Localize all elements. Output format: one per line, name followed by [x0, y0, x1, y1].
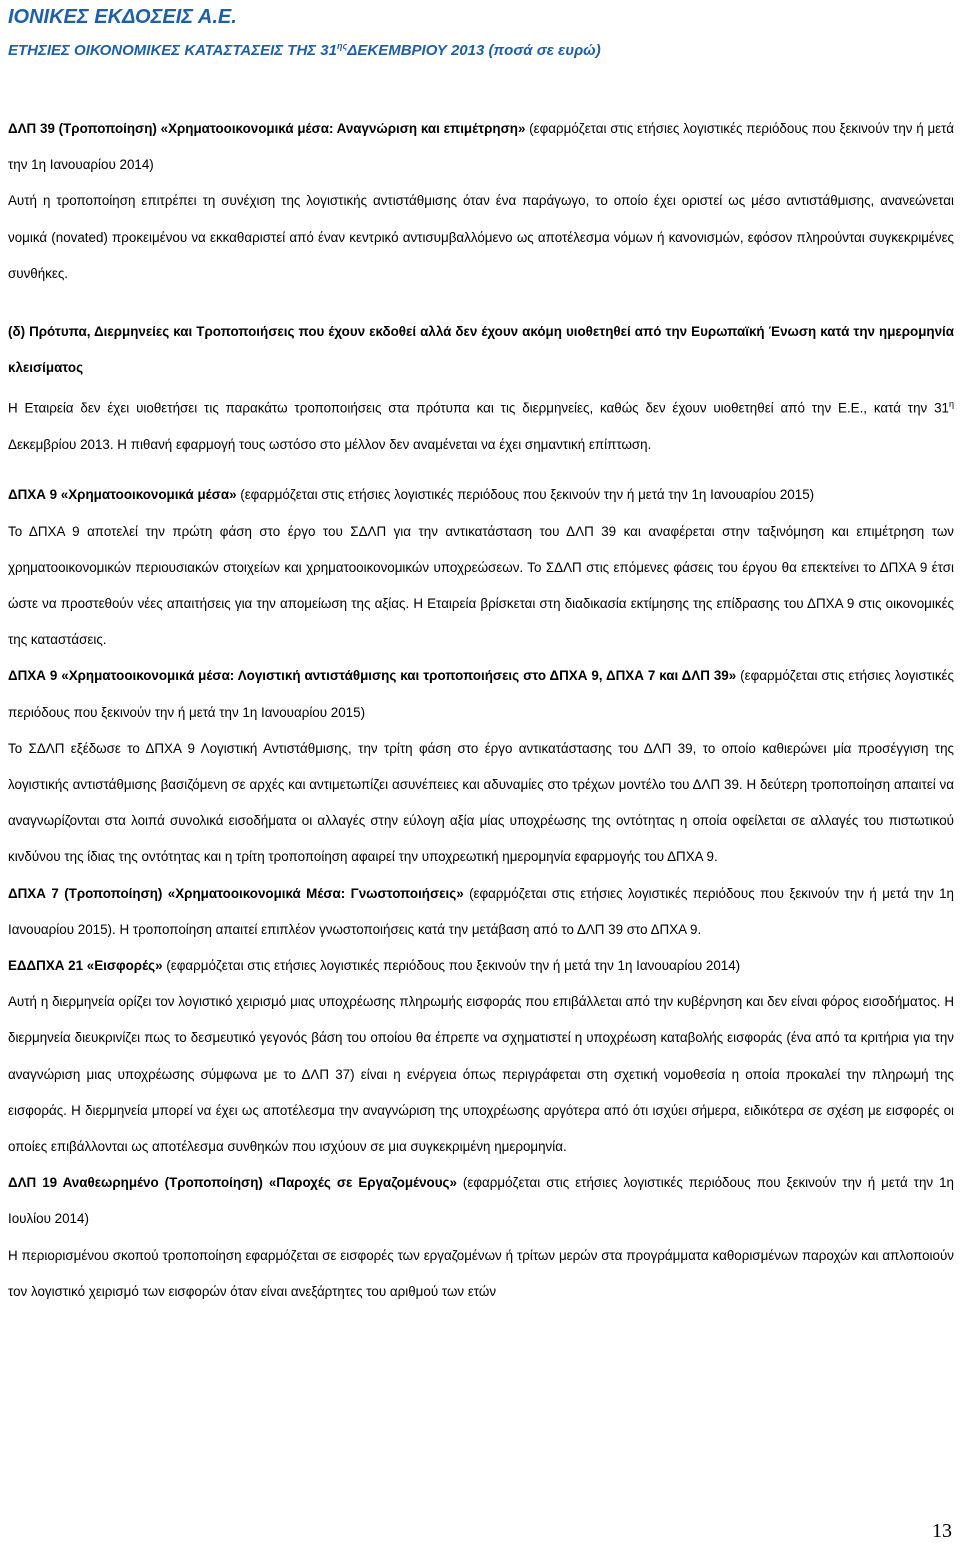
paragraph-dlp39-heading [8, 111, 954, 183]
subtitle-text-end: ΔΕΚΕΜΒΡΙΟΥ 2013 (ποσά σε ευρώ) [347, 42, 601, 59]
date-superscript: η [948, 399, 954, 410]
heading-edpxa21: ΕΔΔΠΧΑ 21 «Εισφορές» [8, 957, 163, 973]
paragraph-dlp39-body: Αυτή η τροποποίηση επιτρέπει τη συνέχιση της λογιστικής αντιστάθμισης όταν ένα παράγωγο, το οποίο έχει οριστεί ως μέσο αντιστάθμισης, ανανεώνεται νομικά (novated) προκειμένου να εκκαθαριστεί από έναν κεντρικό αντισυμβαλλόμενο ως αποτέλεσμα νόμων ή κανονισμών, εφόσον πληρούνται συγκεκριμένες συνθήκες. [8, 193, 954, 281]
company-name: ΙΟΝΙΚΕΣ ΕΚΔΟΣΕΙΣ Α.Ε. [8, 6, 237, 28]
section-d-text: Η Εταιρεία δεν έχει υιοθετήσει τις παρακάτω τροποποιήσεις στα πρότυπα και τις διερμηνείες, καθώς δεν έχουν υιοθετηθεί από την Ε.Ε., κατά την 31 [8, 400, 949, 416]
paragraph-edpxa21-body: Αυτή η διερμηνεία ορίζει τον λογιστικό χειρισμό μιας υποχρέωσης πληρωμής εισφοράς που επιβάλλεται από την κυβέρνηση και δεν είναι φόρος εισοδήματος. Η διερμηνεία διευκρινίζει πως το δεσμευτικό γεγονός βάση του οποίου θα έπρεπε να σχηματιστεί η υποχρέωση καταβολής εισφοράς (ένα από τα κριτήρια για την αναγνώριση μιας υποχρέωσης σύμφωνα με το ΔΛΠ 37) είναι η ενέργεια όπως περιγράφεται στη σχετική νομοθεσία η οποία προκαλεί την πληρωμή της εισφοράς. Η διερμηνεία μπορεί να έχει ως αποτέλεσμα την αναγνώριση της υποχρέωσης αργότερα από ότι ισχύει σήμερα, ειδικότερα σε σχέση με εισφορές οι οποίες επιβάλλονται ως αποτέλεσμα συνθηκών που ισχύουν σε μια συγκεκριμένη ημερομηνία. [8, 994, 954, 1154]
heading-dpxa9: ΔΠΧΑ 9 «Χρηματοοικονομικά μέσα» [8, 487, 237, 503]
dpxa7-text: (εφαρμόζεται στις ετήσιες λογιστικές περιόδους που ξεκινούν την ή μετά την 1η Ιανουαρίου 2015). Η τροποποίηση απαιτεί επιπλέον γνωστοποιήσεις κατά την μετάβαση από το ΔΛΠ 39 στο ΔΠΧΑ 9. [8, 885, 954, 937]
applicability-note: (εφαρμόζεται στις ετήσιες λογιστικές περιόδους που ξεκινούν την ή μετά την 1η Ιανουαρίου 2014) [8, 121, 954, 173]
paragraph-edpxa21-heading [8, 948, 954, 984]
applicability-note: (εφαρμόζεται στις ετήσιες λογιστικές περιόδους που ξεκινούν την ή μετά την 1η Ιουλίου 2014) [8, 1175, 954, 1227]
section-d-text-end: Δεκεμβρίου 2013. Η πιθανή εφαρμογή τους ωστόσο στο μέλλον δεν αναμένεται να έχει σημαντική επίπτωση. [8, 437, 652, 453]
document-body [8, 111, 954, 1310]
heading-dpxa7: ΔΠΧΑ 7 (Τροποποίηση) «Χρηματοοικονομικά Μέσα: Γνωστοποιήσεις» [8, 885, 464, 901]
subtitle-text: ΕΤΗΣΙΕΣ ΟΙΚΟΝΟΜΙΚΕΣ ΚΑΤΑΣΤΑΣΕΙΣ ΤΗΣ 31 [8, 42, 337, 59]
spacer [8, 292, 954, 314]
section-d-heading [8, 314, 954, 386]
page-number: 13 [932, 1520, 952, 1542]
paragraph-dpxa9-body: Το ΔΠΧΑ 9 αποτελεί την πρώτη φάση στο έργο του ΣΔΛΠ για την αντικατάσταση του ΔΛΠ 39 και αναφέρεται στην ταξινόμηση και επιμέτρηση των χρηματοοικονομικών περιουσιακών στοιχείων και χρηματοοικονομικών υποχρεώσεων. Το ΣΔΛΠ στις επόμενες φάσεις του έργου θα επεκτείνει το ΔΠΧΑ 9 έτσι ώστε να προστεθούν νέες απαιτήσεις για την απομείωση της αξίας. Η Εταιρεία βρίσκεται στη διαδικασία εκτίμησης της επίδρασης του ΔΠΧΑ 9 στις οικονομικές της καταστάσεις. [8, 523, 954, 648]
section-d-body [8, 386, 954, 463]
applicability-note: (εφαρμόζεται στις ετήσιες λογιστικές περιόδους που ξεκινούν την ή μετά την 1η Ιανουαρίου 2014) [162, 957, 741, 973]
paragraph-dpxa9-hedging-heading [8, 658, 954, 730]
applicability-note: (εφαρμόζεται στις ετήσιες λογιστικές περιόδους που ξεκινούν την ή μετά την 1η Ιανουαρίου 2015) [236, 487, 815, 503]
paragraph-dlp19-body: Η περιορισμένου σκοπού τροποποίηση εφαρμόζεται σε εισφορές των εργαζομένων ή τρίτων μερών στα προγράμματα καθορισμένων παροχών και απλοποιούν τον λογιστικό χειρισμό των εισφορών όταν είναι ανεξάρτητες του αριθμού των ετών [8, 1247, 954, 1299]
spacer [8, 463, 954, 477]
section-d-title: (δ) Πρότυπα, Διερμηνείες και Τροποποιήσεις που έχουν εκδοθεί αλλά δεν έχουν ακόμη υιοθετηθεί από την Ευρωπαϊκή Ένωση κατά την ημερομηνία κλεισίματος [8, 324, 954, 376]
subtitle-superscript: ης [337, 41, 348, 51]
applicability-note: (εφαρμόζεται στις ετήσιες λογιστικές περιόδους που ξεκινούν την ή μετά την 1η Ιανουαρίου 2015) [8, 668, 954, 720]
heading-dpxa9-hedging: ΔΠΧΑ 9 «Χρηματοοικονομικά μέσα: Λογιστική αντιστάθμισης και τροποποιήσεις στο ΔΠΧΑ 9, ΔΠΧΑ 7 και ΔΛΠ 39» [8, 668, 737, 684]
paragraph-dpxa7 [8, 876, 954, 948]
paragraph-dpxa9-heading [8, 477, 954, 513]
paragraph-dlp19-heading [8, 1165, 954, 1237]
paragraph-dpxa9-hedging-body: Το ΣΔΛΠ εξέδωσε το ΔΠΧΑ 9 Λογιστική Αντιστάθμισης, την τρίτη φάση στο έργο αντικατάστασης του ΔΛΠ 39, το οποίο καθιερώνει μία προσέγγιση της λογιστικής αντιστάθμισης βασιζόμενη σε αρχές και αντιμετωπίζει ασυνέπειες και αδυναμίες στο τρέχων μοντέλο του ΔΛΠ 39. Η δεύτερη τροποποίηση απαιτεί να αναγνωρίζονται στα λοιπά συνολικά εισοδήματα οι αλλαγές στην εύλογη αξία μίας υποχρέωσης της οντότητας η οποία οφείλεται σε αλλαγές του πιστωτικού κινδύνου της ίδιας της οντότητας και η τρίτη τροποποίηση αφαιρεί την υποχρεωτική ημερομηνία εφαρμογής του ΔΠΧΑ 9. [8, 740, 954, 865]
heading-dlp19: ΔΛΠ 19 Αναθεωρημένο (Τροποποίηση) «Παροχές σε Εργαζομένους» [8, 1175, 457, 1191]
report-subtitle [8, 36, 601, 61]
heading-dlp39: ΔΛΠ 39 (Τροποποίηση) «Χρηματοοικονομικά μέσα: Αναγνώριση και επιμέτρηση» [8, 121, 526, 136]
document-header [8, 4, 601, 61]
